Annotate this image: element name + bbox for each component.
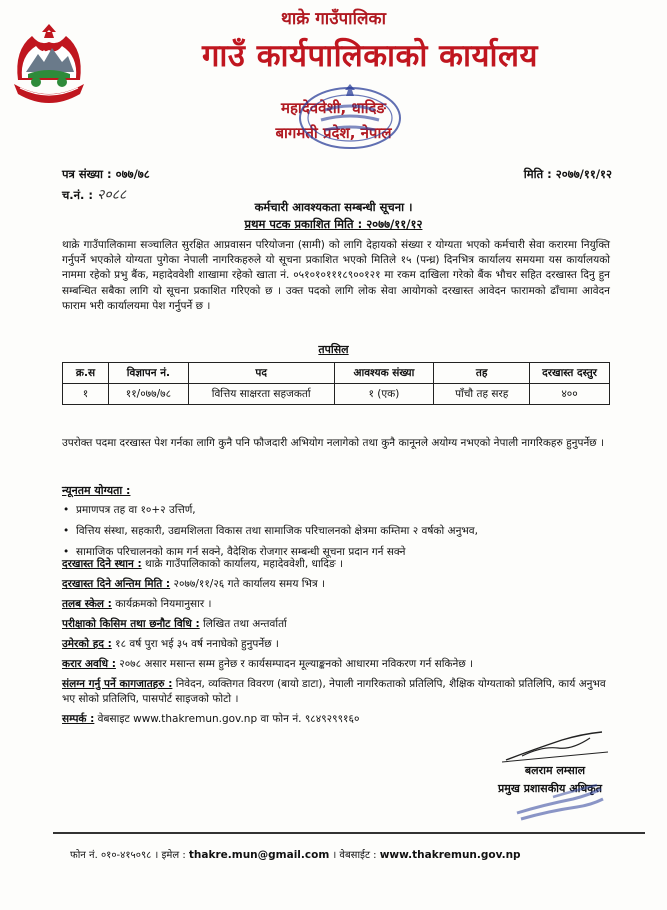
detail-salary-scale: तलब स्केल : कार्यक्रमको नियमानुसार । [62, 598, 212, 610]
detail-documents: संलग्न गर्नु पर्ने कागजातहरु : निवेदन, व्यक्तिगत विवरण (बायो डाटा), नेपाली नागरिकताको प्रतिलिपि, शैक्षिक योग्यताको प्रतिलिपि, कार्य अनुभव भए सोको प्रतिलिपि, पासपोर्ट साइजको फोटो । [62, 678, 606, 705]
detail-deadline: दरखास्त दिने अन्तिम मिति : २०७७/११/२६ गते कार्यालय समय भित्र । [62, 578, 325, 590]
header-post: पद [188, 363, 334, 384]
municipality-name: थाक्रे गाउँपालिका [281, 9, 386, 29]
detail-submission-place: दरखास्त दिने स्थान : थाक्रे गाउँपालिकाको कार्यालय, महादेववेशी, धादिङ । [62, 558, 343, 570]
vacancy-table [62, 362, 610, 405]
header-level: तह [434, 363, 530, 384]
office-stamp-icon [295, 82, 405, 154]
list-item: • वित्तिय संस्था, सहकारी, उद्यमशिलता विकास तथा सामाजिक परिचालनको क्षेत्रमा कम्तिमा २ वर्षको अनुभव, [62, 521, 622, 542]
footer-phone: ०१०-४१५०९८ [100, 850, 152, 861]
table-header-row [63, 363, 610, 384]
signatory-name: बलराम लम्साल [524, 764, 586, 777]
header-fee: दरखास्त दस्तुर [530, 363, 610, 384]
cell-level: पाँचौ तह सरह [434, 384, 530, 405]
office-location: महादेववेशी, धादिङ [281, 99, 386, 117]
notice-title: कर्मचारी आवश्यकता सम्बन्धी सूचना । [254, 200, 413, 214]
footer-divider [53, 832, 645, 834]
published-date: प्रथम पटक प्रकाशित मिति : २०७७/११/१२ [244, 217, 423, 231]
office-name: गाउँ कार्यपालिकाको कार्यालय [201, 38, 539, 74]
footer-email: thakre.mun@gmail.com [188, 849, 330, 861]
cell-required-count: १ (एक) [334, 384, 434, 405]
footer-website: www.thakremun.gov.np [379, 849, 521, 861]
header-required-count: आवश्यक संख्या [334, 363, 434, 384]
cell-ad-number: ११/०७७/७८ [108, 384, 188, 405]
nepal-emblem-icon [8, 20, 90, 110]
date: मिति : २०७७/११/१२ [523, 167, 612, 181]
footer-contact: फोन नं. ०१०-४१५०९८ । इमेल : thakre.mun@gmail.com । वेबसाईट : www.thakremun.gov.np [70, 849, 521, 861]
table-row [63, 384, 610, 405]
detail-age-limit: उमेरको हद : १८ वर्ष पुरा भई ३५ वर्ष ननाघेको हुनुपर्नेछ । [62, 638, 279, 650]
header-serial: क्र.स [63, 363, 109, 384]
detail-contract-period: करार अवधि : २०७८ असार मसान्त सम्म हुनेछ र कार्यसम्पादन मूल्याङ्कनको आधारमा नविकरण गर्न सकिनेछ । [62, 658, 474, 670]
dispatch-number: च.नं. : २०८८ [62, 187, 127, 203]
list-item: • सामाजिक परिचालनको काम गर्न सक्ने, वैदेशिक रोजगार सम्बन्धी सूचना प्रदान गर्न सक्ने [62, 542, 622, 563]
cell-fee: ४०० [530, 384, 610, 405]
reference-number: पत्र संख्या : ०७७/७८ [62, 167, 150, 181]
detail-exam-method: परीक्षाको किसिम तथा छनौट विधि : लिखित तथा अन्तर्वार्ता [62, 618, 287, 630]
table-title: तपसिल [318, 343, 349, 356]
eligibility-text: उपरोक्त पदमा दरखास्त पेश गर्नका लागि कुनै पनि फौजदारी अभियोग नलागेको तथा कुनै कानूनले अयोग्य नभएको नेपाली नागरिकहरु हुनुपर्नेछ । [62, 437, 604, 449]
notice-body: थाक्रे गाउँपालिकामा सञ्चालित सुरक्षित आप्रवासन परियोजना (सामी) को लागि देहायको संख्या र योग्यता भएको कर्मचारी सेवा करारमा नियुक्ति गर्नुपर्ने भएकोले योग्यता पुगेका नेपाली नागरिकहरुले यो सूचना प्रकाशित भएको मितिले १५ (पन्ध्र) दिनभित्र कार्यालय समयमा यस कार्यालयको नाममा रहेको प्रभु बैंक, महादेववेशी शाखामा रहेको खाता नं. ०५१०१०१११८९००१२१ मा रकम दाखिला गरेको बैंक भौचर सहित दरखास्त दिनु हुन सम्बन्धित सबैका लागि यो सूचना प्रकाशित गरिएको छ । उक्त पदको लागि लोक सेवा आयोगको दरखास्त आवेदन फारामको ढाँचामा आवेदन फाराम भरी कार्यालयमा पेश गर्नुपर्ने छ । [62, 239, 610, 312]
header-ad-number: विज्ञापन नं. [108, 363, 188, 384]
qualification-list [62, 500, 622, 563]
cell-serial: १ [63, 384, 109, 405]
detail-contact: सम्पर्क : वेबसाइट www.thakremun.gov.np वा फोन नं. ९८४९२९९१६० [62, 713, 360, 725]
province-name: बागमती प्रदेश, नेपाल [275, 124, 392, 142]
list-item: • प्रमाणपत्र तह वा १०+२ उत्तिर्ण, [62, 500, 622, 521]
cell-post: वित्तिय साक्षरता सहजकर्ता [188, 384, 334, 405]
signature-stamp-icon [513, 783, 605, 821]
signatory-title: प्रमुख प्रशासकीय अधिकृत [498, 782, 602, 795]
qualification-title: न्यूनतम योग्यता : [62, 484, 131, 497]
signature-icon [502, 728, 612, 764]
